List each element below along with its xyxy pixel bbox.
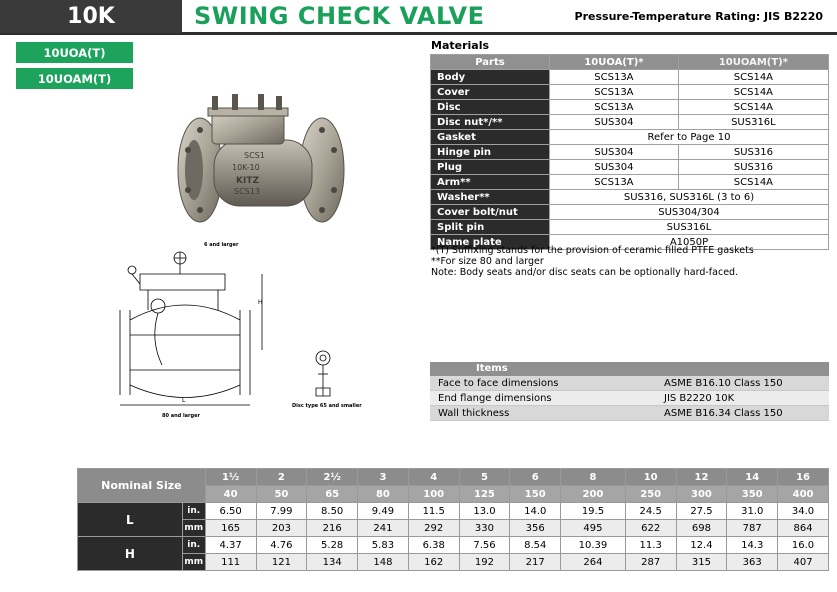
dimension-value: 6.38 <box>408 537 459 554</box>
dimension-value: 24.5 <box>625 503 676 520</box>
dimension-value: 356 <box>510 520 561 537</box>
dimension-value: 111 <box>205 554 256 571</box>
table-row <box>78 554 829 571</box>
dimension-value: 4.37 <box>205 537 256 554</box>
dimension-label: H <box>78 537 183 571</box>
dimension-value: 121 <box>256 554 307 571</box>
size-in-header: 1½ <box>205 469 256 486</box>
table-row <box>431 175 829 190</box>
material-part: Gasket <box>431 130 550 145</box>
size-mm-header: 200 <box>561 486 626 503</box>
dimension-value: 6.50 <box>205 503 256 520</box>
unit-label: mm <box>182 554 205 571</box>
item-name: End flange dimensions <box>430 391 664 406</box>
rating-text: Pressure-Temperature Rating: JIS B2220 <box>574 10 823 23</box>
size-in-header: 5 <box>459 469 510 486</box>
material-value: SCS13A <box>550 85 679 100</box>
valve-photo <box>172 88 352 230</box>
materials-label: Materials <box>431 39 490 52</box>
dimension-value: 165 <box>205 520 256 537</box>
size-in-header: 4 <box>408 469 459 486</box>
table-row <box>431 205 829 220</box>
material-part: Body <box>431 70 550 85</box>
unit-label: mm <box>182 520 205 537</box>
table-row <box>431 145 829 160</box>
dimension-value: 16.0 <box>778 537 829 554</box>
materials-header-parts: Parts <box>431 55 550 70</box>
table-row <box>78 537 829 554</box>
size-mm-header: 100 <box>408 486 459 503</box>
material-part: Cover bolt/nut <box>431 205 550 220</box>
dimensions-body <box>78 503 829 571</box>
size-mm-header: 150 <box>510 486 561 503</box>
material-part: Split pin <box>431 220 550 235</box>
dimension-value: 12.4 <box>676 537 727 554</box>
table-row <box>430 391 829 406</box>
table-row <box>431 190 829 205</box>
items-table <box>430 362 829 421</box>
dimension-value: 192 <box>459 554 510 571</box>
drawing-label-bottom: 80 and larger <box>162 413 200 419</box>
dimension-value: 622 <box>625 520 676 537</box>
material-value: SUS304 <box>550 115 679 130</box>
nominal-size-label: Nominal Size <box>78 469 206 503</box>
table-row <box>431 85 829 100</box>
item-standard: ASME B16.10 Class 150 <box>664 376 829 391</box>
material-value: Refer to Page 10 <box>550 130 829 145</box>
dimension-value: 10.39 <box>561 537 626 554</box>
dimension-value: 13.0 <box>459 503 510 520</box>
material-value: SCS14A <box>678 70 828 85</box>
casting-mark-2: 10K-10 <box>232 163 260 172</box>
size-mm-header: 125 <box>459 486 510 503</box>
page-title: SWING CHECK VALVE <box>194 2 485 30</box>
model-badge: 10K <box>0 0 182 33</box>
size-in-header: 3 <box>358 469 409 486</box>
dimension-value: 407 <box>778 554 829 571</box>
material-part: Arm** <box>431 175 550 190</box>
size-in-header: 8 <box>561 469 626 486</box>
dimension-value: 287 <box>625 554 676 571</box>
material-value: SCS13A <box>550 100 679 115</box>
size-in-header: 16 <box>778 469 829 486</box>
dimension-value: 217 <box>510 554 561 571</box>
model-tab-10uoam: 10UOAM(T) <box>16 68 133 89</box>
size-in-header: 10 <box>625 469 676 486</box>
dimension-value: 162 <box>408 554 459 571</box>
size-mm-header: 250 <box>625 486 676 503</box>
dimension-value: 19.5 <box>561 503 626 520</box>
dimension-value: 11.3 <box>625 537 676 554</box>
dimension-value: 14.0 <box>510 503 561 520</box>
dimension-value: 5.28 <box>307 537 358 554</box>
table-row <box>430 376 829 391</box>
note-line: **For size 80 and larger <box>431 256 544 267</box>
material-value: SCS14A <box>678 85 828 100</box>
unit-label: in. <box>182 537 205 554</box>
material-value: SCS13A <box>550 70 679 85</box>
size-in-header: 2½ <box>307 469 358 486</box>
material-part: Disc nut*/** <box>431 115 550 130</box>
material-value: A1050P <box>550 235 829 250</box>
material-value: SCS14A <box>678 100 828 115</box>
dimension-value: 4.76 <box>256 537 307 554</box>
size-mm-header: 40 <box>205 486 256 503</box>
item-name: Wall thickness <box>430 406 664 421</box>
material-value: SCS13A <box>550 175 679 190</box>
items-header: Items <box>430 362 829 376</box>
disc-drawing <box>288 344 364 410</box>
size-mm-header: 80 <box>358 486 409 503</box>
dimension-value: 698 <box>676 520 727 537</box>
material-value: SUS316L <box>550 220 829 235</box>
dimension-value: 14.3 <box>727 537 778 554</box>
materials-body <box>431 70 829 250</box>
material-part: Name plate <box>431 235 550 250</box>
dimension-value: 148 <box>358 554 409 571</box>
size-mm-header: 350 <box>727 486 778 503</box>
material-part: Plug <box>431 160 550 175</box>
drawing-label-disc: Disc type 65 and smaller <box>292 403 362 409</box>
materials-header-10uoa: 10UOA(T)* <box>550 55 679 70</box>
table-row <box>431 130 829 145</box>
dimension-value: 34.0 <box>778 503 829 520</box>
item-standard: JIS B2220 10K <box>664 391 829 406</box>
dimension-value: 241 <box>358 520 409 537</box>
drawing-dim-L: L <box>182 397 186 404</box>
dimension-value: 7.56 <box>459 537 510 554</box>
notes <box>431 245 754 278</box>
size-in-header: 2 <box>256 469 307 486</box>
material-value: SUS304 <box>550 145 679 160</box>
dimension-value: 864 <box>778 520 829 537</box>
dimension-value: 203 <box>256 520 307 537</box>
material-value: SUS316 <box>678 160 828 175</box>
dimension-value: 330 <box>459 520 510 537</box>
table-row <box>78 520 829 537</box>
dimension-value: 292 <box>408 520 459 537</box>
model-tab-10uoa: 10UOA(T) <box>16 42 133 63</box>
dimension-value: 8.50 <box>307 503 358 520</box>
dimensions-table <box>77 468 829 571</box>
material-value: SUS304/304 <box>550 205 829 220</box>
table-row <box>431 160 829 175</box>
valve-drawing <box>100 240 275 422</box>
casting-mark-1: SCS1 <box>244 151 265 160</box>
drawing-dim-H: H <box>258 299 263 306</box>
material-value: SUS316L <box>678 115 828 130</box>
dimension-value: 8.54 <box>510 537 561 554</box>
dimension-value: 315 <box>676 554 727 571</box>
dimension-value: 7.99 <box>256 503 307 520</box>
dimension-value: 787 <box>727 520 778 537</box>
size-mm-header: 300 <box>676 486 727 503</box>
size-mm-header: 400 <box>778 486 829 503</box>
unit-label: in. <box>182 503 205 520</box>
materials-header-10uoam: 10UOAM(T)* <box>678 55 828 70</box>
size-mm-header: 65 <box>307 486 358 503</box>
size-in-header: 12 <box>676 469 727 486</box>
material-value: SUS316, SUS316L (3 to 6) <box>550 190 829 205</box>
dimension-value: 27.5 <box>676 503 727 520</box>
table-row <box>430 406 829 421</box>
material-part: Disc <box>431 100 550 115</box>
material-value: SUS304 <box>550 160 679 175</box>
table-row <box>78 503 829 520</box>
dimension-value: 5.83 <box>358 537 409 554</box>
material-value: SUS316 <box>678 145 828 160</box>
dimension-value: 9.49 <box>358 503 409 520</box>
drawing-label-top: 6 and larger <box>204 242 239 248</box>
dimension-label: L <box>78 503 183 537</box>
table-row <box>431 100 829 115</box>
material-part: Hinge pin <box>431 145 550 160</box>
dimension-value: 264 <box>561 554 626 571</box>
material-part: Washer** <box>431 190 550 205</box>
item-standard: ASME B16.34 Class 150 <box>664 406 829 421</box>
size-mm-header: 50 <box>256 486 307 503</box>
note-line: *(T) Suffixing stands for the provision of ceramic filled PTFE gaskets <box>431 245 754 256</box>
table-row <box>431 70 829 85</box>
table-row <box>431 220 829 235</box>
dimension-value: 216 <box>307 520 358 537</box>
casting-mark-4: SCS13 <box>234 187 260 196</box>
item-name: Face to face dimensions <box>430 376 664 391</box>
size-in-header: 14 <box>727 469 778 486</box>
dimension-value: 31.0 <box>727 503 778 520</box>
dimension-value: 363 <box>727 554 778 571</box>
note-line: Note: Body seats and/or disc seats can be optionally hard-faced. <box>431 267 739 278</box>
materials-table <box>430 54 829 250</box>
material-value: SCS14A <box>678 175 828 190</box>
table-row <box>431 115 829 130</box>
size-in-header: 6 <box>510 469 561 486</box>
dimension-value: 495 <box>561 520 626 537</box>
casting-mark-3: KITZ <box>236 176 259 186</box>
dimension-value: 134 <box>307 554 358 571</box>
material-part: Cover <box>431 85 550 100</box>
dimension-value: 11.5 <box>408 503 459 520</box>
